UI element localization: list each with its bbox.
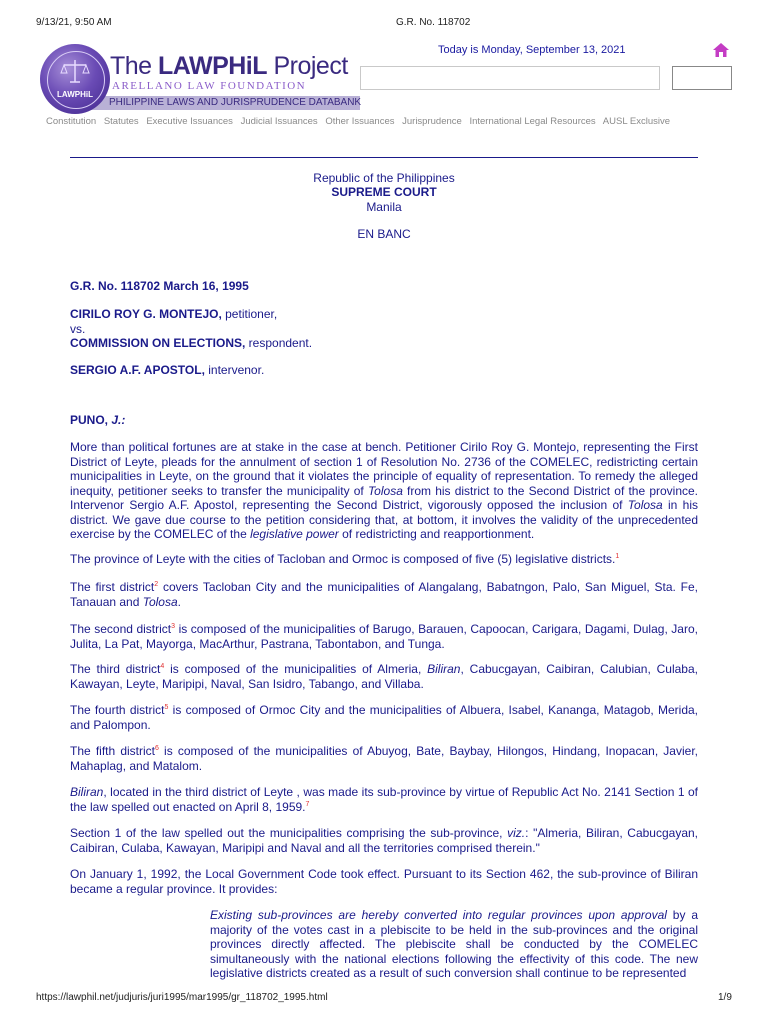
logo-subtitle: ARELLANO LAW FOUNDATION bbox=[112, 80, 307, 92]
print-datetime: 9/13/21, 9:50 AM bbox=[36, 17, 112, 28]
footnote-link-6[interactable]: 6 bbox=[155, 745, 159, 752]
footnote-link-2[interactable]: 2 bbox=[154, 581, 159, 588]
nav-other-issuances[interactable]: Other Issuances bbox=[325, 116, 395, 127]
print-page-number: 1/9 bbox=[718, 992, 732, 1003]
nav-jurisprudence[interactable]: Jurisprudence bbox=[402, 116, 462, 127]
court-city: Manila bbox=[366, 200, 402, 214]
nav-executive-issuances[interactable]: Executive Issuances bbox=[146, 116, 233, 127]
nav-international-legal-resources[interactable]: International Legal Resources bbox=[469, 116, 596, 127]
paragraph-9: Section 1 of the law spelled out the municipalities comprising the sub-province, viz.: "Almeria, Biliran, Cabucgayan, Caibiran, Culaba, Kawayan, Maripipi and Naval and all the territories comprised therein." bbox=[70, 826, 698, 855]
paragraph-7: The fifth district$^6$ is composed of the municipalities of Abuyog, Bate, Baybay, Hilongos, Hindang, Inopacan, Javier, Mahaplag, and Matalom. bbox=[70, 744, 698, 773]
nav-judicial-issuances[interactable]: Judicial Issuances bbox=[240, 116, 318, 127]
print-title: G.R. No. 118702 bbox=[396, 17, 471, 28]
case-number: G.R. No. 118702 March 16, 1995 bbox=[70, 279, 249, 293]
lawphil-logo[interactable] bbox=[40, 44, 360, 114]
paragraph-8: Biliran, located in the third district of Leyte , was made its sub-province by virtue of Republic Act No. 2141 Section 1 of the law spelled out enacted on April 8, 1959.$^7$ bbox=[70, 785, 698, 814]
quoted-provision: Existing sub-provinces are hereby converted into regular provinces upon approval by a majority of the votes cast in a plebiscite to be held in the sub-provinces and the original provinces directly affected. The plebiscite shall be conducted by the COMELEC simultaneously with the national elections following the effectivity of this code. The new legislative districts created as a result of such conversion shall continue to be represented bbox=[210, 908, 698, 980]
paragraph-2: The province of Leyte with the cities of Tacloban and Ormoc is composed of five (5) legislative districts.$^1$ bbox=[70, 552, 620, 566]
footnote-link-4[interactable]: 4 bbox=[160, 663, 165, 670]
versus-line: vs. bbox=[70, 322, 86, 336]
nav-statutes[interactable]: Statutes bbox=[103, 116, 139, 127]
logo-databank-bar bbox=[77, 96, 360, 110]
ponente-line: PUNO, J.: bbox=[70, 413, 126, 427]
today-date: Today is Monday, September 13, 2021 bbox=[438, 44, 626, 56]
en-banc-label: EN BANC bbox=[357, 227, 411, 241]
footnote-link-5[interactable]: 5 bbox=[164, 704, 169, 711]
footnote-link-1[interactable]: 1 bbox=[615, 553, 620, 560]
paragraph-10: On January 1, 1992, the Local Government Code took effect. Pursuant to its Section 462, the sub-province of Biliran became a regular province. It provides: bbox=[70, 867, 698, 896]
nav-constitution[interactable]: Constitution bbox=[46, 116, 97, 127]
petitioner-line: CIRILO ROY G. MONTEJO, petitioner, bbox=[70, 307, 278, 321]
footnote-link-3[interactable]: 3 bbox=[171, 623, 176, 630]
scales-icon bbox=[60, 58, 90, 86]
nav-ausl-exclusive[interactable]: AUSL Exclusive bbox=[602, 116, 671, 127]
intervenor-line: SERGIO A.F. APOSTOL, intervenor. bbox=[70, 363, 265, 377]
search-input[interactable] bbox=[360, 66, 660, 90]
republic-line: Republic of the Philippines bbox=[313, 171, 455, 185]
paragraph-3: The first district$^2$ covers Tacloban City and the municipalities of Alangalang, Babatngon, Palo, San Miguel, Sta. Fe, Tanauan and Tolosa. bbox=[70, 580, 698, 609]
footnote-link-7[interactable]: 7 bbox=[305, 800, 310, 808]
respondent-line: COMMISSION ON ELECTIONS, respondent. bbox=[70, 336, 313, 350]
paragraph-1: More than political fortunes are at stake in the case at bench. Petitioner Cirilo Roy G. Montejo, representing the First District of Leyte, pleads for the annulment of section 1 of Resolution No. 2736 of the COMELEC, redistricting certain municipalities in Leyte, on the ground that it violates the principle of equality of representation. To remedy the alleged inequity, petitioner seeks to transfer the municipality of Tolosa from his district to the Second District of the province. Intervenor Sergio A.F. Apostol, representing the Second District, vigorously opposed the inclusion of Tolosa in his district. We gave due course to the petition considering that, at bottom, it involves the validity of the unprecedented exercise by the COMELEC of the legislative power of redistricting and reapportionment. bbox=[70, 440, 699, 541]
main-nav bbox=[46, 116, 675, 127]
header-divider bbox=[70, 157, 698, 158]
paragraph-5: The third district$^4$ is composed of the municipalities of Almeria, Biliran, Cabucgayan, Caibiran, Calubian, Culaba, Kawayan, Leyte, Maripipi, Naval, San Isidro, Tabango, and Villaba. bbox=[70, 662, 698, 691]
logo-title: The LAWPHiL Project bbox=[110, 52, 348, 80]
court-name: SUPREME COURT bbox=[331, 185, 437, 199]
seal-text: LAWPHiL bbox=[57, 90, 93, 99]
search-button[interactable] bbox=[672, 66, 732, 90]
print-url: https://lawphil.net/judjuris/juri1995/mar1995/gr_118702_1995.html bbox=[36, 992, 328, 1003]
home-icon[interactable] bbox=[712, 42, 730, 58]
paragraph-6: The fourth district$^5$ is composed of Ormoc City and the municipalities of Albuera, Isabel, Kananga, Matagob, Merida, and Palompon. bbox=[70, 703, 699, 732]
logo-databank-text: PHILIPPINE LAWS AND JURISPRUDENCE DATABANK bbox=[109, 97, 362, 108]
paragraph-4: The second district$^3$ is composed of the municipalities of Barugo, Barauen, Capoocan, Carigara, Dagami, Dulag, Jaro, Julita, La Pat, Mayorga, MacArthur, Pastrana, Tabontabon, and Tunga. bbox=[70, 622, 698, 651]
scales-of-justice-seal-icon bbox=[40, 44, 110, 114]
